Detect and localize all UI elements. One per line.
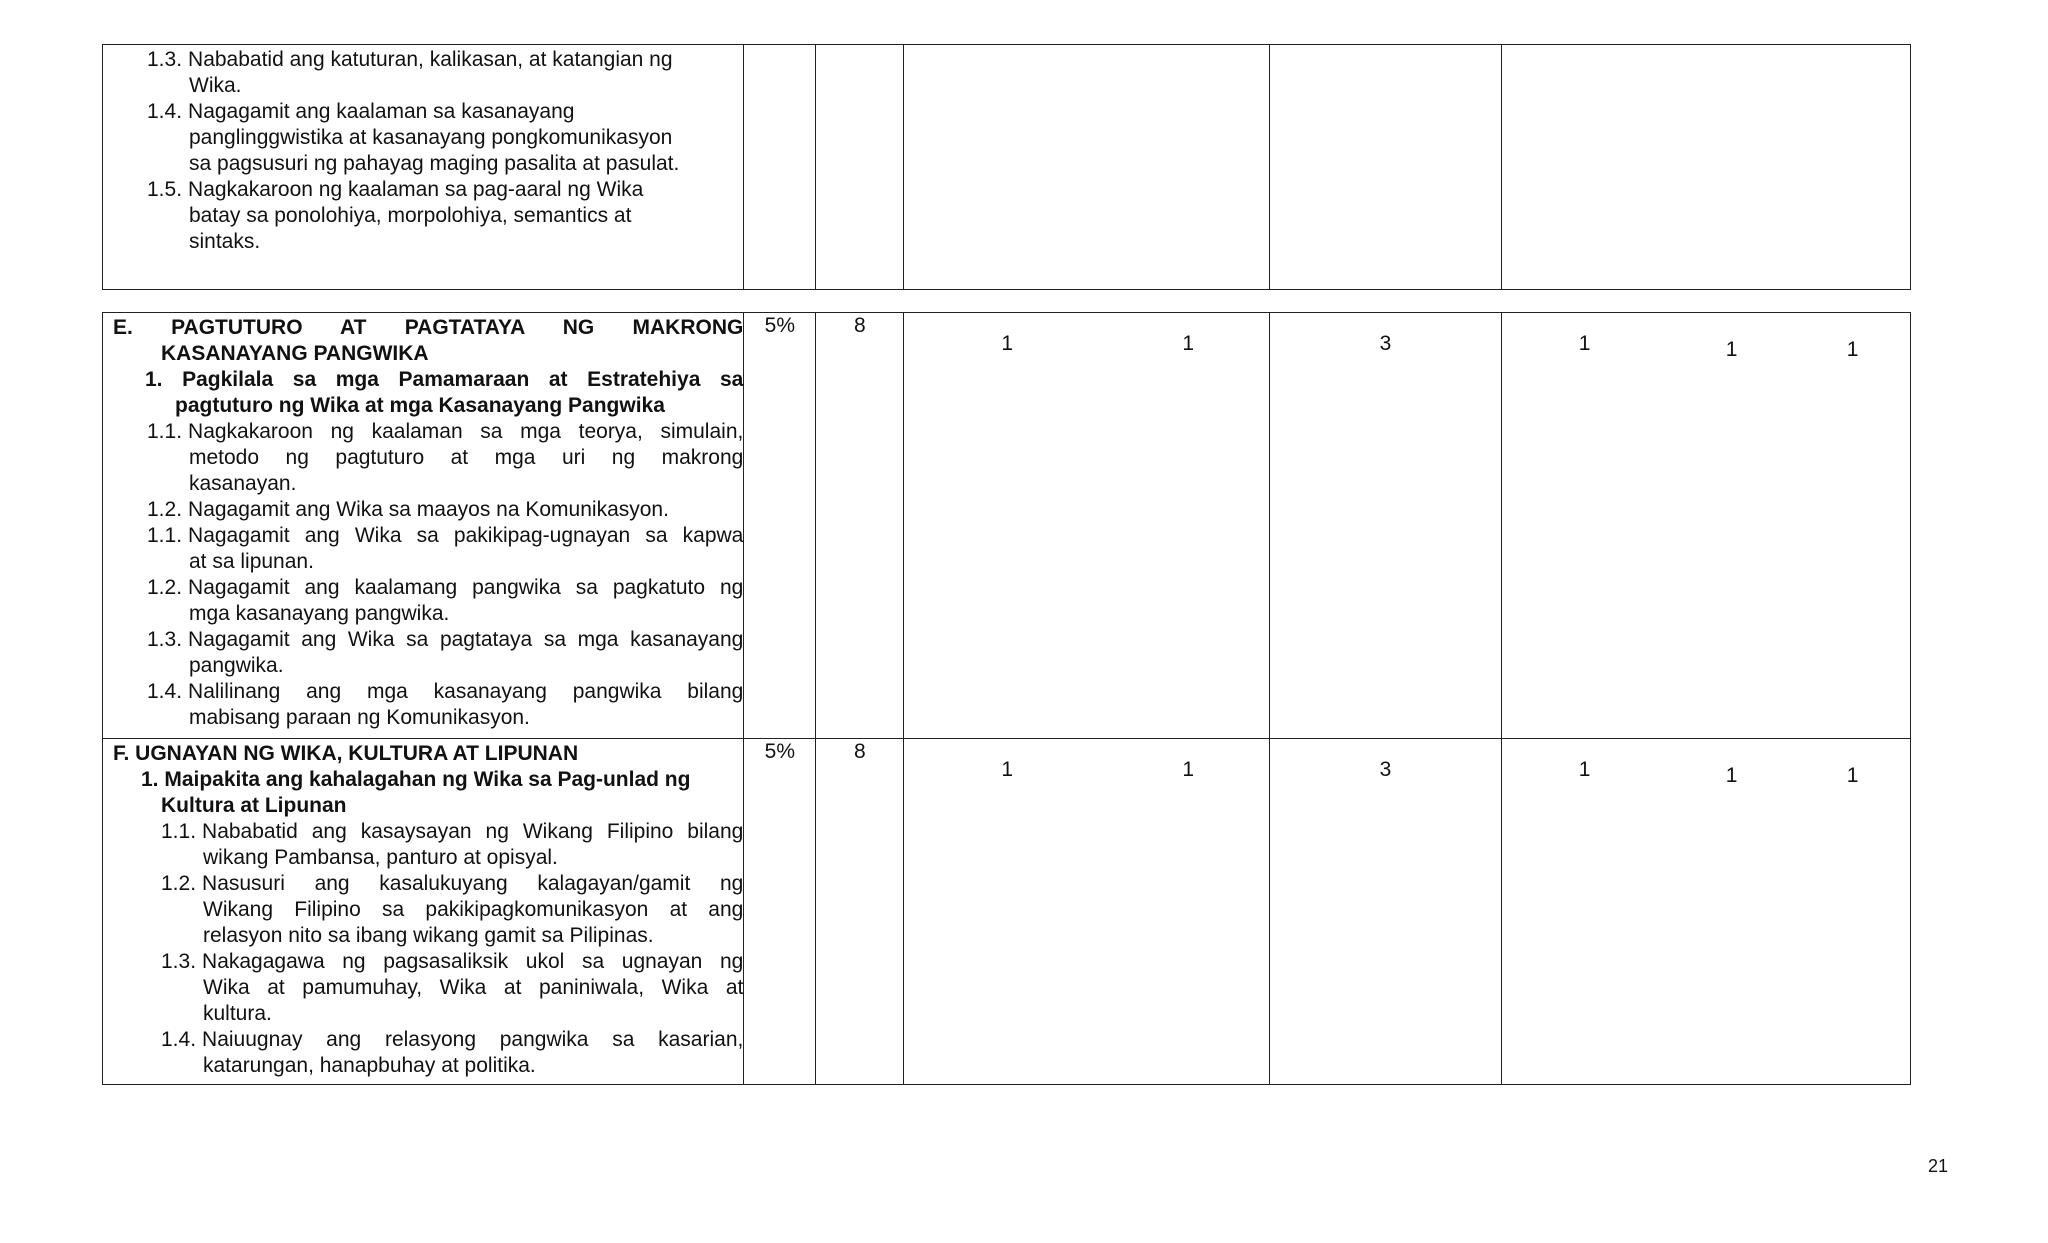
section-e-description: [103, 313, 743, 735]
list-item-line: kultura.: [203, 1002, 272, 1025]
level-value: 1: [1725, 338, 1738, 361]
item-number: 1.3.: [147, 628, 183, 651]
list-item-line: panglinggwistika at kasanayang pongkomunikasyon: [189, 126, 673, 149]
list-item-line: Wika.: [189, 74, 242, 97]
level-cell: [904, 45, 1269, 290]
item-text: Naiuugnay ang relasyong pangwika sa kasarian,: [202, 1028, 744, 1051]
level-value: 1: [1578, 332, 1591, 355]
item-number: 1.4.: [147, 100, 183, 123]
item-text: Nagkakaroon ng kaalaman sa mga teorya, simulain,: [188, 420, 744, 443]
list-item-line: wikang Pambansa, panturo at opisyal.: [203, 846, 558, 869]
level-cell: [1501, 739, 1910, 1085]
item-text: Nasusuri ang kasalukuyang kalagayan/gamit ng: [202, 872, 744, 895]
section-f-items: [103, 819, 743, 1079]
list-item-line: mabisang paraan ng Komunikasyon.: [189, 706, 530, 729]
level-value: 3: [1379, 332, 1392, 355]
level-value: 1: [1725, 764, 1738, 787]
item-text: Nalilinang ang mga kasanayang pangwika bilang: [188, 680, 744, 703]
item-list: [103, 45, 743, 259]
list-item-line: batay sa ponolohiya, morpolohiya, semantics at: [189, 204, 632, 227]
level-cell: [1269, 313, 1501, 739]
weight-cell: [744, 45, 816, 290]
section-e-subtitle-cont: pagtuturo ng Wika at mga Kasanayang Pangwika: [175, 394, 665, 417]
items-count-cell: 8: [816, 313, 904, 739]
item-text: Nagagamit ang Wika sa pakikipag-ugnayan sa kapwa: [188, 524, 744, 547]
competency-table: [102, 312, 1911, 1085]
list-item-line: [103, 419, 743, 445]
table-row: [103, 45, 1911, 290]
list-item-line: [103, 99, 743, 125]
section-e-title: E. PAGTUTURO AT PAGTATAYA NG MAKRONG: [113, 316, 744, 339]
list-item-line: at sa lipunan.: [189, 550, 314, 573]
section-e-title-cont: KASANAYANG PANGWIKA: [161, 342, 429, 365]
section-f-description: [103, 739, 743, 1083]
list-item-line: [103, 871, 743, 897]
list-item-line: mga kasanayang pangwika.: [189, 602, 450, 625]
level-value: 1: [1182, 332, 1195, 355]
items-cell: [816, 45, 904, 290]
list-item-line: [103, 949, 743, 975]
list-item-line: sintaks.: [189, 230, 261, 253]
item-number: 1.4.: [161, 1028, 197, 1051]
list-item-line: [103, 679, 743, 705]
list-item-line: Wikang Filipino sa pakikipagkomunikasyon at ang: [203, 898, 744, 921]
item-text: Nagkakaroon ng kaalaman sa pag-aaral ng Wika: [188, 178, 644, 201]
section-f-title: F. UGNAYAN NG WIKA, KULTURA AT LIPUNAN: [113, 742, 579, 765]
level-value: 1: [1846, 338, 1859, 361]
level-value: 1: [1846, 764, 1859, 787]
level-value: 3: [1379, 758, 1392, 781]
list-item-line: relasyon nito sa ibang wikang gamit sa Pilipinas.: [203, 924, 654, 947]
list-item-line: [103, 1027, 743, 1053]
level-cell: [1269, 45, 1501, 290]
item-text: Nagagamit ang kaalamang pangwika sa pagkatuto ng: [188, 576, 744, 599]
list-item-line: pangwika.: [189, 654, 284, 677]
level-value: 1: [1182, 758, 1195, 781]
item-text: Nakagagawa ng pagsasaliksik ukol sa ugnayan ng: [202, 950, 744, 973]
list-item-line: katarungan, hanapbuhay at politika.: [203, 1054, 536, 1077]
level-cell: [1501, 45, 1910, 290]
competency-table-continuation: [102, 44, 1911, 290]
weight-cell: 5%: [744, 739, 816, 1085]
item-number: 1.1.: [147, 420, 183, 443]
item-text: Nababatid ang katuturan, kalikasan, at katangian ng: [188, 48, 673, 71]
list-item-line: [103, 819, 743, 845]
section-f-subtitle: 1. Maipakita ang kahalagahan ng Wika sa Pag-unlad ng: [141, 768, 691, 791]
item-number: 1.3.: [161, 950, 197, 973]
section-f-subtitle-cont: Kultura at Lipunan: [161, 794, 347, 817]
list-item-line: [103, 497, 743, 523]
item-number: 1.1.: [161, 820, 197, 843]
item-number: 1.1.: [147, 524, 183, 547]
item-text: Nagagamit ang Wika sa pagtataya sa mga kasanayang: [188, 628, 744, 651]
level-value: 1: [1001, 758, 1014, 781]
list-item-line: Wika at pamumuhay, Wika at paniniwala, Wika at: [203, 976, 744, 999]
level-cell: [1269, 739, 1501, 1085]
table-row-section-e: [103, 313, 1911, 739]
list-item-line: [103, 177, 743, 203]
item-text: Nagagamit ang kaalaman sa kasanayang: [188, 100, 575, 123]
section-e-subtitle: 1. Pagkilala sa mga Pamamaraan at Estratehiya sa: [145, 368, 744, 391]
description-cell: [103, 313, 744, 739]
weight-cell: 5%: [744, 313, 816, 739]
description-cell: [103, 739, 744, 1085]
list-item-line: [103, 627, 743, 653]
level-cell: [1501, 313, 1910, 739]
item-text: Nababatid ang kasaysayan ng Wikang Filipino bilang: [202, 820, 744, 843]
level-cell: [904, 313, 1269, 739]
list-item-line: [103, 523, 743, 549]
description-cell: [103, 45, 744, 290]
item-text: Nagagamit ang Wika sa maayos na Komunikasyon.: [188, 498, 669, 521]
list-item-line: [103, 47, 743, 73]
items-count-cell: 8: [816, 739, 904, 1085]
item-number: 1.3.: [147, 48, 183, 71]
list-item-line: kasanayan.: [189, 472, 297, 495]
level-value: 1: [1578, 758, 1591, 781]
item-number: 1.4.: [147, 680, 183, 703]
item-number: 1.2.: [147, 498, 183, 521]
table-row-section-f: [103, 739, 1911, 1085]
item-number: 1.5.: [147, 178, 183, 201]
level-value: 1: [1001, 332, 1014, 355]
section-e-items: [103, 419, 743, 731]
item-number: 1.2.: [161, 872, 197, 895]
level-cell: [904, 739, 1269, 1085]
list-item-line: sa pagsusuri ng pahayag maging pasalita at pasulat.: [189, 152, 680, 175]
page-number: 21: [1928, 1156, 1949, 1176]
list-item-line: [103, 575, 743, 601]
item-number: 1.2.: [147, 576, 183, 599]
list-item-line: metodo ng pagtuturo at mga uri ng makrong: [189, 446, 744, 469]
